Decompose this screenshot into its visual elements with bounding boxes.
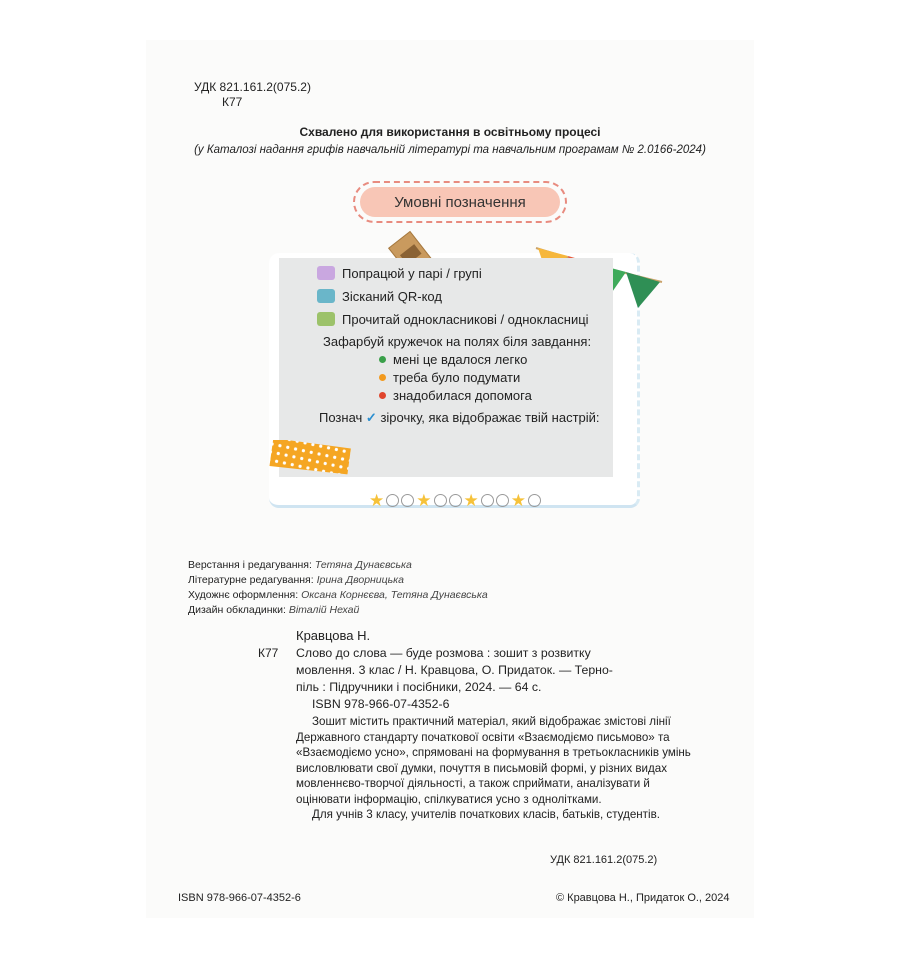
legend-item-label: Зісканий QR-код [342, 289, 442, 304]
star-icon: ★ [463, 491, 479, 510]
footer-isbn: ISBN 978-966-07-4352-6 [178, 892, 301, 904]
bibliographic-description [296, 645, 704, 713]
circle-icon [481, 494, 494, 507]
credit-line: Дизайн обкладинки: Віталій Нехай [188, 604, 360, 616]
library-code: К77 [222, 95, 243, 109]
level-easy: мені це вдалося легко [379, 352, 527, 367]
circle-icon [401, 494, 414, 507]
credit-line: Літературне редагування: Ірина Дворницька [188, 574, 404, 586]
star-icon: ★ [369, 491, 385, 510]
mood-stars [369, 492, 541, 509]
level-help: знадобилася допомога [379, 388, 532, 403]
legend-title-badge [353, 181, 567, 223]
biblio-line: мовлення. 3 клас / Н. Кравцова, О. Придаток. — Терно- [296, 663, 613, 677]
circle-icon [449, 494, 462, 507]
washi-tape-icon [266, 440, 352, 476]
circle-icon [386, 494, 399, 507]
star-icon: ★ [510, 491, 526, 510]
circle-instruction: Зафарбуй кружечок на полях біля завдання: [323, 334, 592, 349]
credit-line: Художнє оформлення: Оксана Корнєєва, Тетяна Дунаєвська [188, 589, 488, 601]
audience-paragraph: Для учнів 3 класу, учителів початкових класів, батьків, студентів. [312, 808, 660, 821]
approval-statement: Схвалено для використання в освітньому процесі [299, 125, 601, 139]
credits [188, 558, 488, 618]
legend-title: Умовні позначення [360, 187, 560, 217]
circle-icon [528, 494, 541, 507]
udk-block [194, 80, 311, 110]
catalog-note: (у Каталозі надання грифів навчальній літературі та навчальним програмам № 2.0166-2024) [194, 144, 706, 156]
legend-item-label: Попрацюй у парі / групі [342, 266, 482, 281]
udk-bottom: УДК 821.161.2(075.2) [550, 854, 658, 866]
credit-line: Верстання і редагування: Тетяна Дунаєвська [188, 559, 412, 571]
copyright: © Кравцова Н., Придаток О., 2024 [556, 892, 730, 904]
abstract [296, 714, 704, 823]
checkmark-icon: ✓ [365, 410, 377, 425]
biblio-line: піль : Підручники і посібники, 2024. — 64 с. [296, 680, 542, 694]
author-heading: Кравцова Н. [296, 628, 371, 643]
biblio-isbn: ISBN 978-966-07-4352-6 [312, 697, 450, 711]
biblio-code: К77 [258, 646, 279, 660]
mood-text: зірочку, яка відображає твій настрій: [380, 410, 600, 425]
abstract-paragraph: Зошит містить практичний матеріал, який відображає змістові лінії Державного стандарту початкової освіти «Взаємодіємо письмово» та «Взаємодіємо усно», спрямовані на формування в третьокласників умінь висловлювати свої думки, почуття в письмовій формі, у різних видах мовленнєво-творчої діяльності, а також сприймати, аналізувати й оцінювати інформацію, спілкуватися усно з однолітками. [296, 715, 691, 806]
circle-icon [496, 494, 509, 507]
book-page [146, 40, 754, 918]
mood-prefix: Познач [319, 410, 363, 425]
circle-icon [434, 494, 447, 507]
star-icon: ★ [416, 491, 432, 510]
biblio-line: Слово до слова — буде розмова : зошит з розвитку [296, 646, 591, 660]
udk-code: УДК 821.161.2(075.2) [194, 80, 311, 94]
level-think: треба було подумати [379, 370, 520, 385]
legend-item-label: Прочитай однокласникові / однокласниці [342, 312, 589, 327]
